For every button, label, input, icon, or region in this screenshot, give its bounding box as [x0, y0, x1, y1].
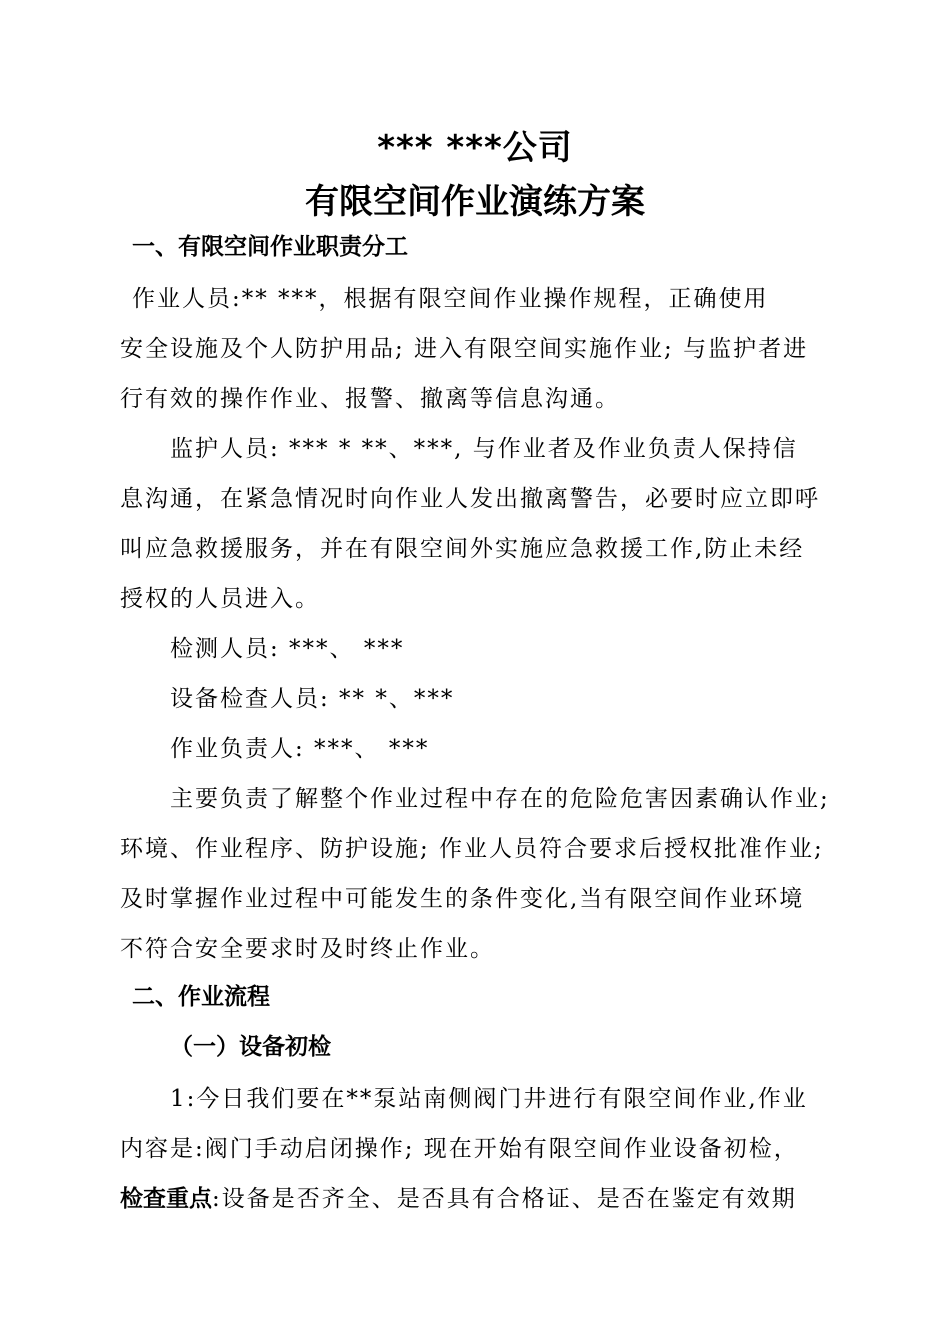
- inspection-focus-line: [120, 1181, 797, 1217]
- guardian-line-3: 叫应急救援服务，并在有限空间外实施应急救援工作,防止未经: [120, 536, 805, 562]
- worker-line-3: 行有效的操作作业、报警、撤离等信息沟通。: [120, 386, 620, 412]
- plan-title: 有限空间作业演练方案: [305, 182, 645, 222]
- tester-line: 检测人员: ***、 ***: [170, 636, 405, 662]
- equipment-checker-line: 设备检查人员: ** *、***: [170, 686, 455, 712]
- leader-duty-line-2: 环境、作业程序、防护设施; 作业人员符合要求后授权批准作业;: [120, 836, 824, 862]
- section2-subheading: （一）设备初检: [170, 1034, 331, 1060]
- leader-duty-line-3: 及时掌握作业过程中可能发生的条件变化,当有限空间作业环境: [120, 886, 805, 912]
- focus-label: 检查重点: [120, 1186, 212, 1212]
- guardian-line-2: 息沟通，在紧急情况时向作业人发出撤离警告，必要时应立即呼: [120, 486, 820, 512]
- guardian-line-1: 监护人员: *** * **、***, 与作业者及作业负责人保持信: [170, 436, 798, 462]
- section2-heading: 二、作业流程: [132, 984, 270, 1010]
- company-title: *** ***公司: [377, 128, 573, 168]
- guardian-line-4: 授权的人员进入。: [120, 586, 320, 612]
- leader-duty-line-1: 主要负责了解整个作业过程中存在的危险危害因素确认作业;: [170, 786, 830, 812]
- section1-heading: 一、有限空间作业职责分工: [132, 234, 408, 260]
- worker-line-1: 作业人员:** ***，根据有限空间作业操作规程，正确使用: [132, 286, 769, 312]
- inspection-line-1: 1:今日我们要在**泵站南侧阀门井进行有限空间作业,作业: [170, 1086, 808, 1112]
- leader-line: 作业负责人: ***、 ***: [170, 736, 430, 762]
- leader-duty-line-4: 不符合安全要求时及时终止作业。: [120, 936, 495, 962]
- worker-line-2: 安全设施及个人防护用品; 进入有限空间实施作业; 与监护者进: [120, 336, 809, 362]
- inspection-line-2: 内容是:阀门手动启闭操作; 现在开始有限空间作业设备初检，: [120, 1136, 799, 1162]
- focus-text: :设备是否齐全、是否具有合格证、是否在鉴定有效期: [212, 1186, 797, 1212]
